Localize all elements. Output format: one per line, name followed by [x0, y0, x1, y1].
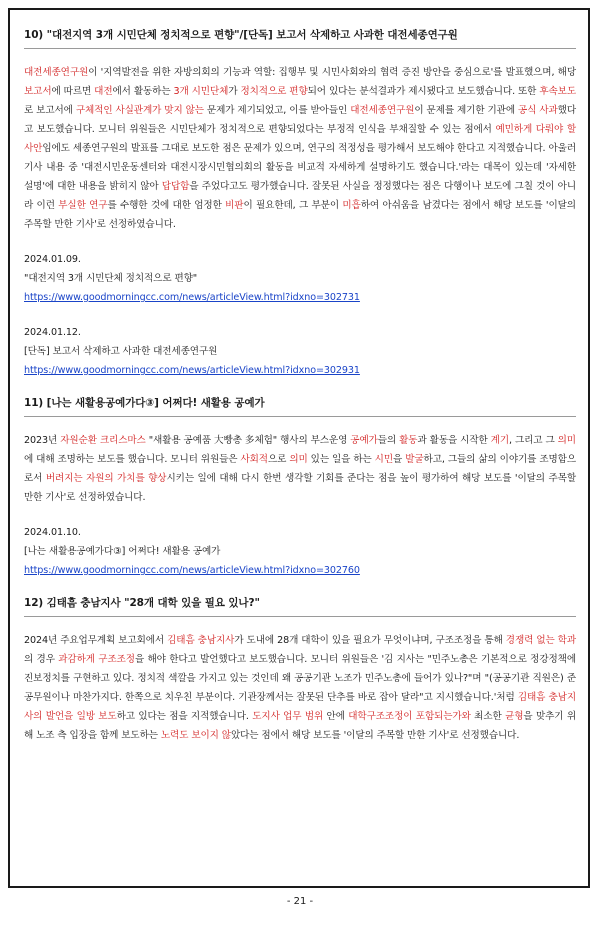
ref-date: 2024.01.09. [24, 254, 81, 265]
highlighted-text: 공예가 [350, 435, 378, 446]
body-text: 임에도 세종연구원의 발표를 그대로 보도한 점은 문제가 있으며, 연구의 적정성을 평가해서 보도해야 한다고 지적했습니다. 아울러 기사 내용 중 '대전시민운동센터와 대전시장시민협의회의 활동을 비교적 자세하게 설명하기도 했습니다.'라는 대목이 있는데 '자세한 설명'에 대한 내용을 밝히지 않아 [24, 143, 576, 192]
section-11-body [24, 431, 576, 507]
highlighted-text: 예민하게 다뤄야 할 사안 [24, 124, 576, 154]
body-text: 가 도내에 28개 대학이 있을 필요가 무엇이냐며, 구조조정을 통해 [234, 635, 506, 646]
body-text: 하고 있다는 점을 지적했습니다. [116, 711, 253, 722]
body-text: 았다는 점에서 해당 보도를 '이달의 주목할 만한 기사'로 선정했습니다. [230, 730, 520, 741]
section-11-ref-1 [24, 523, 576, 580]
body-text: 에 따르면 [51, 86, 95, 97]
highlighted-text: 경쟁력 없는 학과 [505, 635, 577, 646]
body-text: 과 활동을 시작한 [417, 435, 491, 446]
highlighted-text: 공식 사과 [518, 105, 558, 116]
highlighted-text: 노력도 보이지 않 [160, 730, 231, 741]
ref-title: "대전지역 3개 시민단체 정치적으로 편향" [24, 273, 198, 284]
body-text: 하여 아쉬움을 남겼다는 점에서 해당 보도를 '이달의 주목할 만한 기사'로 선정하였습니다. [24, 200, 576, 230]
section-12-body [24, 631, 576, 745]
highlighted-text: 비판 [225, 200, 244, 211]
ref-link[interactable]: https://www.goodmorningcc.com/news/articleView.html?idxno=302931 [24, 365, 360, 376]
body-text: 있는 일을 하는 [307, 454, 375, 465]
body-text: 을 해야 한다고 발언했다고 보도했습니다. 모니터 위원들은 '김 지사는 "민주노총은 기본적으로 정강정책에 진보정치를 구현하고 있다. 정치적 색깔을 가지고 있는 것인데 왜 공공기관 노조가 민주노총에 들어가 있나?"며 "(공공기관 직원은) 준공무원이나 마찬가지다. 한쪽으로 치우친 부분이다. 기관장께서는 잘못된 단추를 바로 잡아 달라"고 지시했습니다.'처럼 [24, 654, 577, 703]
body-text: 들의 [377, 435, 400, 446]
highlighted-text: 구체적인 사실관계가 맞지 않는 [75, 105, 204, 116]
page-number: - 21 - [286, 896, 314, 907]
highlighted-text: 도지사 업무 범위 [252, 711, 324, 722]
highlighted-text: 과감하게 구조조정 [58, 654, 135, 665]
ref-title: [나는 새활용공예가다③] 어쩌다! 새활용 공예가 [24, 546, 221, 557]
body-text: 문제가 제기되었고, 이를 받아들인 [203, 105, 351, 116]
highlighted-text: 대전세종연구원 [24, 67, 89, 78]
body-text: 안에 [323, 711, 349, 722]
body-text: 을 맞추기 위해 노조 측 입장을 함께 보도하는 [24, 711, 576, 741]
highlighted-text: 정치적으로 편향 [240, 86, 308, 97]
ref-date: 2024.01.12. [24, 327, 81, 338]
body-text: 최소한 [470, 711, 506, 722]
body-text: 2023년 [24, 435, 61, 446]
body-text: 되어 있다는 분석결과가 제시됐다고 보도했습니다. 또한 [307, 86, 540, 97]
highlighted-text: 부실한 연구 [58, 200, 108, 211]
highlighted-text: 의미 [557, 435, 576, 446]
highlighted-text: 대학구조조정이 포함되는가와 [348, 711, 471, 722]
body-text: 을 [393, 454, 406, 465]
body-text: 시키는 일에 대해 다시 한번 생각할 기회를 준다는 점을 높이 평가하여 해당 보도를 '이달의 주목할 만한 기사'로 선정하였습니다. [24, 473, 576, 503]
body-text: 의 경우 [24, 654, 59, 665]
body-text: 이 필요한데, 그 부분이 [243, 200, 343, 211]
highlighted-text: 버려지는 자원의 가치를 향상 [45, 473, 167, 484]
section-10-ref-2 [24, 323, 576, 380]
highlighted-text: 대전세종연구원 [350, 105, 415, 116]
highlighted-text: 미흡 [342, 200, 361, 211]
highlighted-text: 계기 [490, 435, 510, 446]
highlighted-text: 사회적 [240, 454, 268, 465]
ref-link[interactable]: https://www.goodmorningcc.com/news/articleView.html?idxno=302760 [24, 565, 360, 576]
body-text: 를 수행한 것에 대한 엄정한 [107, 200, 226, 211]
ref-link[interactable]: https://www.goodmorningcc.com/news/articleView.html?idxno=302731 [24, 292, 360, 303]
body-text: 가 [228, 86, 241, 97]
highlighted-text: 3개 시민단체 [173, 86, 229, 97]
highlighted-text: 자원순환 크리스마스 [60, 435, 146, 446]
highlighted-text: 시민 [374, 454, 394, 465]
body-text: 에 대해 조명하는 보도를 했습니다. 모니터 위원들은 [24, 454, 241, 465]
body-text: 2024년 주요업무계획 보고회에서 [24, 635, 168, 646]
content-area [24, 26, 576, 745]
body-text: 하고, 그들의 삶의 이야기를 조명함으로서 [24, 454, 576, 484]
body-text: 했다고 보도했습니다. 모니터 위원들은 시민단체가 정치적으로 편향되었다는 부정적 인식을 부채질할 수 있는 점에서 [24, 105, 576, 135]
section-10-heading: 10) "대전지역 3개 시민단체 정치적으로 편향"/[단독] 보고서 삭제하고 사과한 대전세종연구원 [24, 26, 576, 49]
body-text: , 그리고 그 [509, 435, 558, 446]
body-text: 으로 [267, 454, 290, 465]
highlighted-text: 활동 [399, 435, 418, 446]
body-text: 이 문제를 제기한 기관에 [414, 105, 518, 116]
section-11-heading: 11) [나는 새활용공예가다③] 어쩌다! 새활용 공예가 [24, 394, 576, 417]
highlighted-text: 발굴 [405, 454, 424, 465]
highlighted-text: 대전 [94, 86, 113, 97]
body-text: 로 보고서에 [24, 105, 76, 116]
section-12-heading: 12) 김태흠 충남지사 "28개 대학 있을 필요 있나?" [24, 594, 576, 617]
highlighted-text: 의미 [289, 454, 308, 465]
body-text: 을 주었다고도 평가했습니다. 잘못된 사실을 정정했다는 점은 다행이나 보도에 그칠 것이 아니라 이런 [24, 181, 576, 211]
ref-date: 2024.01.10. [24, 527, 81, 538]
section-10-body [24, 63, 576, 234]
highlighted-text: 보고서 [24, 86, 52, 97]
section-10-ref-1 [24, 250, 576, 307]
highlighted-text: 답답함 [161, 181, 190, 192]
body-text: 이 '지역발전을 위한 자방의회의 기능과 역할: 집행부 및 시민사회와의 협력 증진 방안을 중심으로'를 발표했으며, 해당 [88, 67, 576, 78]
highlighted-text: 김태흠 충남지사의 발언을 일방 보도 [24, 692, 576, 722]
body-text: 에서 활동하는 [112, 86, 174, 97]
highlighted-text: 김태흠 충남지사 [167, 635, 235, 646]
highlighted-text: 균형 [505, 711, 524, 722]
highlighted-text: 후속보도 [539, 86, 576, 97]
ref-title: [단독] 보고서 삭제하고 사과한 대전세종연구원 [24, 346, 218, 357]
body-text: "새활용 공예품 大빵총 多체험" 행사의 부스운영 [145, 435, 351, 446]
